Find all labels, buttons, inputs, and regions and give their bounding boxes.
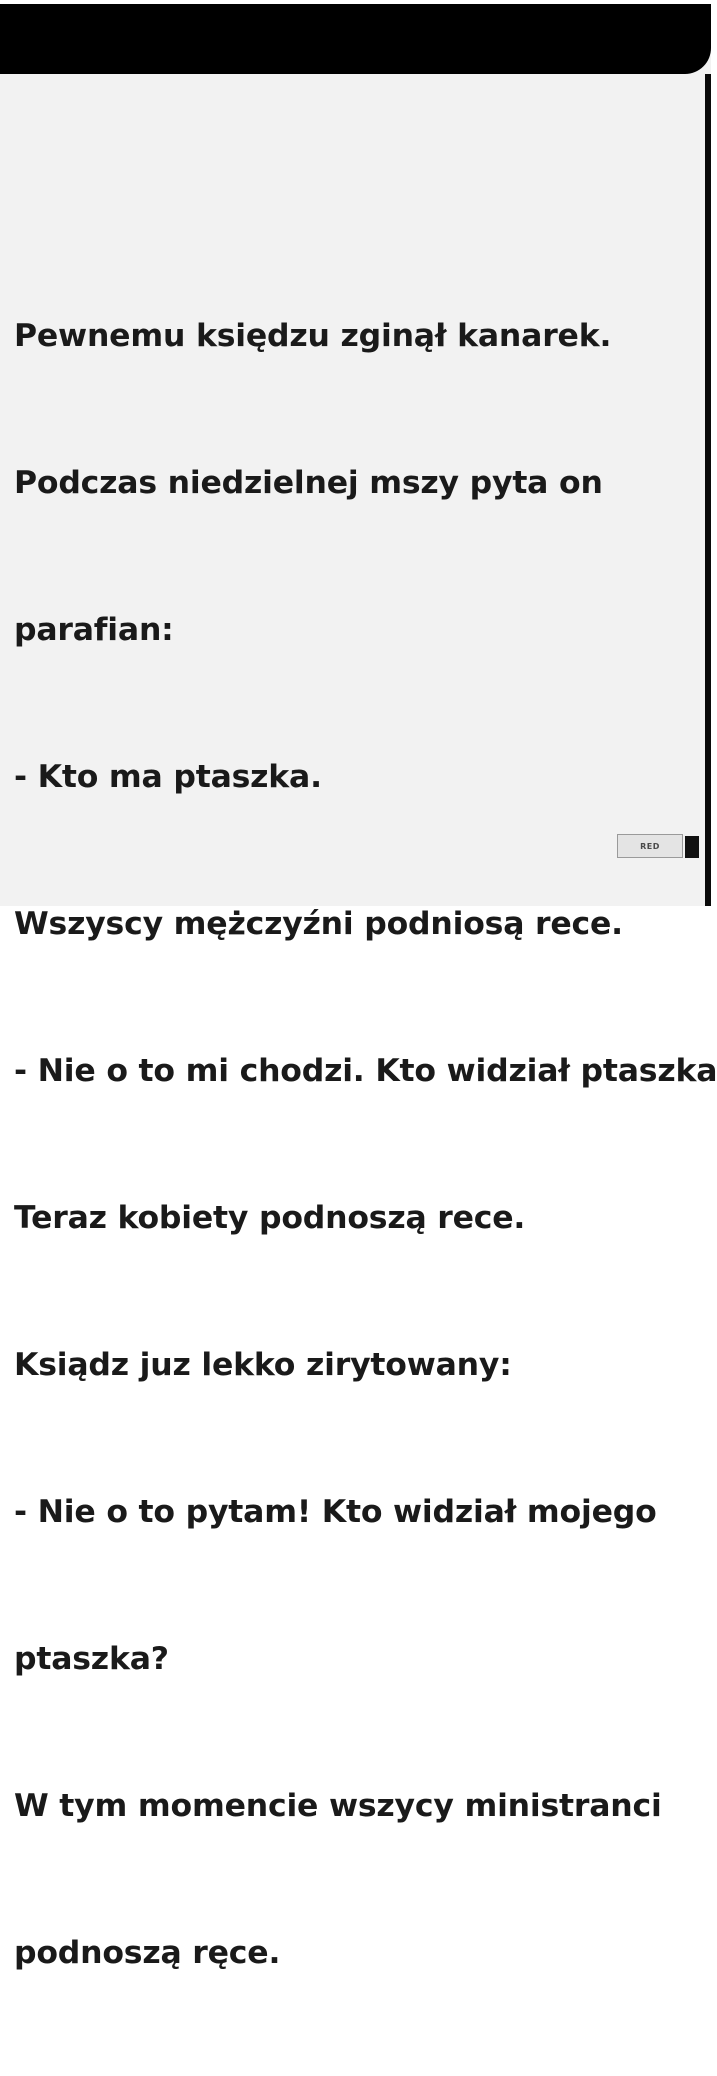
corner-badge-tab	[685, 836, 699, 858]
joke-line: Ksiądz juz lekko zirytowany:	[14, 1347, 512, 1383]
joke-line: ptaszka?	[14, 1641, 169, 1677]
joke-line: Podczas niedzielnej mszy pyta on	[14, 465, 603, 501]
joke-text-block	[14, 214, 717, 2076]
joke-line: Wszyscy mężczyźni podniosą rece.	[14, 906, 623, 942]
joke-line: parafian:	[14, 612, 174, 648]
joke-line: - Nie o to mi chodzi. Kto widział ptaszka	[14, 1053, 717, 1089]
image-canvas	[0, 74, 717, 1971]
joke-line: podnoszą ręce.	[14, 1935, 281, 1971]
joke-line: Teraz kobiety podnoszą rece.	[14, 1200, 526, 1236]
joke-line: - Nie o to pytam! Kto widział mojego	[14, 1494, 657, 1530]
joke-line: Pewnemu księdzu zginął kanarek.	[14, 318, 612, 354]
corner-badge	[617, 834, 683, 858]
top-white-sliver	[0, 0, 711, 4]
joke-line: W tym momencie wszycy ministranci	[14, 1788, 662, 1824]
joke-line: - Kto ma ptaszka.	[14, 759, 322, 795]
corner-badge-label: RED	[640, 841, 660, 851]
top-black-bar	[0, 0, 711, 74]
